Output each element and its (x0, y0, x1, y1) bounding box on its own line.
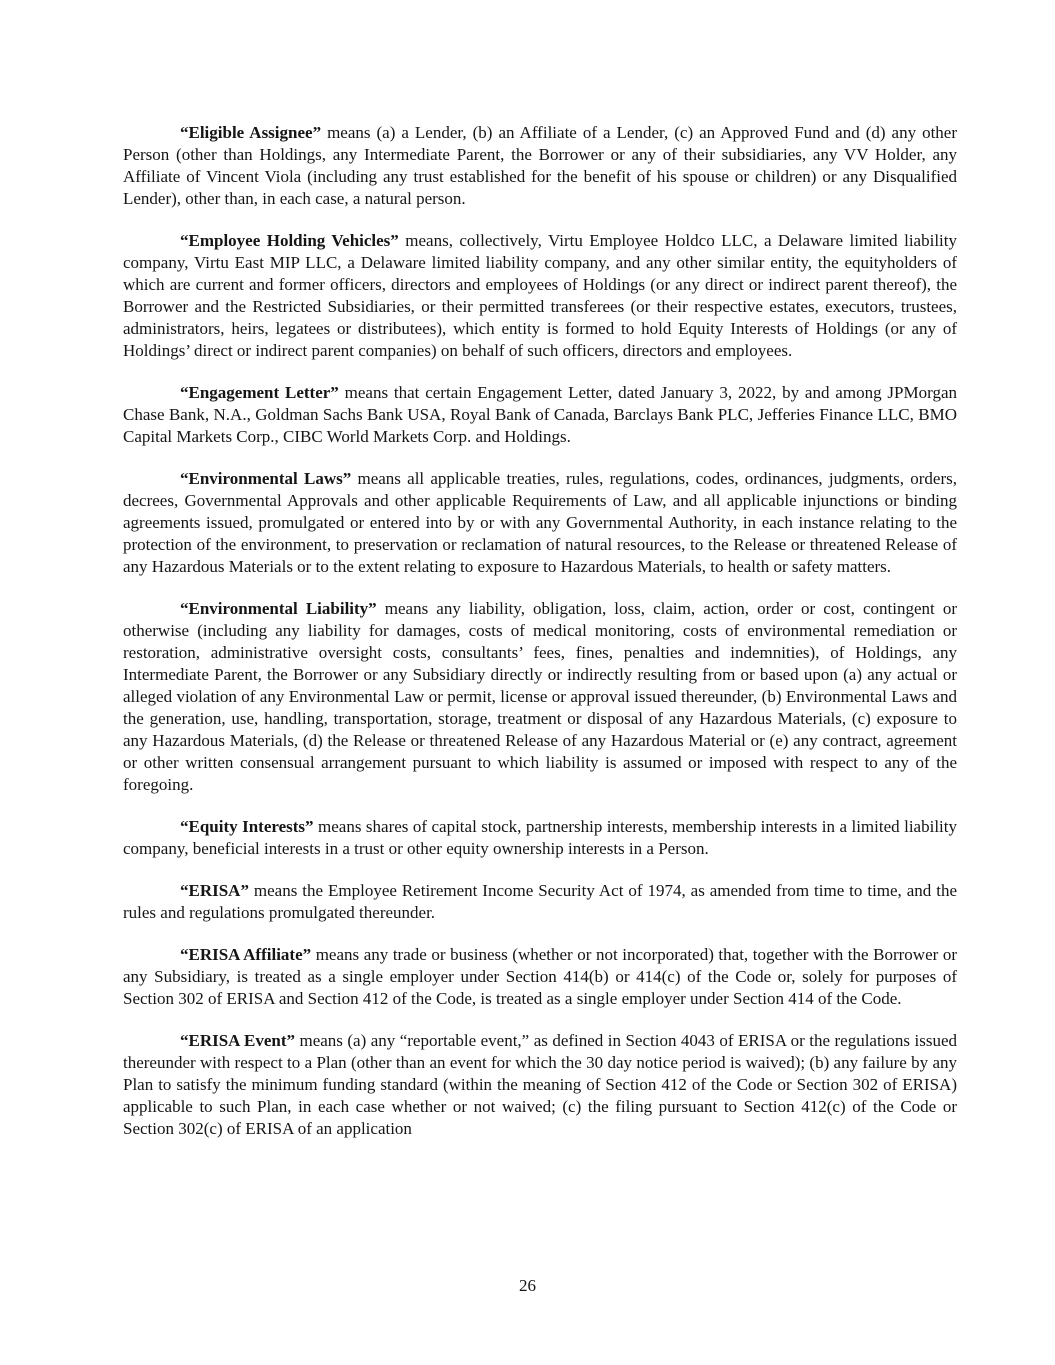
definition-paragraph-environmental-liability (123, 598, 957, 796)
defined-term: “ERISA Affiliate” (180, 945, 312, 964)
definition-paragraph-erisa-affiliate (123, 944, 957, 1010)
defined-term: “ERISA” (180, 881, 249, 900)
defined-term: “Environmental Liability” (180, 599, 377, 618)
defined-term: “Environmental Laws” (180, 469, 352, 488)
page-number: 26 (519, 1276, 536, 1295)
defined-term: “Engagement Letter” (180, 383, 339, 402)
definition-paragraph-employee-holding-vehicles (123, 230, 957, 362)
defined-term: “Equity Interests” (180, 817, 314, 836)
defined-term: “Eligible Assignee” (180, 123, 322, 142)
document-body (123, 122, 957, 1160)
defined-term: “ERISA Event” (180, 1031, 295, 1050)
definition-body: means, collectively, Virtu Employee Holdco LLC, a Delaware limited liability company, Virtu East MIP LLC, a Delaware limited liability company, and any other similar entity, the equityholders of which are current and former officers, directors and employees of Holdings (or any direct or indirect parent thereof), the Borrower and the Restricted Subsidiaries, or their permitted transferees (or their respective estates, executors, trustees, administrators, heirs, legatees or distributees), which entity is formed to hold Equity Interests of Holdings (or any of Holdings’ direct or indirect parent companies) on behalf of such officers, directors and employees. (123, 231, 957, 360)
definition-body: means all applicable treaties, rules, regulations, codes, ordinances, judgments, orders, decrees, Governmental Approvals and other applicable Requirements of Law, and all applicable injunctions or binding agreements issued, promulgated or entered into by or with any Governmental Authority, in each instance relating to the protection of the environment, to preservation or reclamation of natural resources, to the Release or threatened Release of any Hazardous Materials or to the extent relating to exposure to Hazardous Materials, to health or safety matters. (123, 469, 957, 576)
definition-body: means (a) any “reportable event,” as defined in Section 4043 of ERISA or the regulations issued thereunder with respect to a Plan (other than an event for which the 30 day notice period is waived); (b) any failure by any Plan to satisfy the minimum funding standard (within the meaning of Section 412 of the Code or Section 302 of ERISA) applicable to such Plan, in each case whether or not waived; (c) the filing pursuant to Section 412(c) of the Code or Section 302(c) of ERISA of an application (123, 1031, 958, 1138)
definition-paragraph-environmental-laws (123, 468, 957, 578)
definition-body: means any liability, obligation, loss, claim, action, order or cost, contingent or otherwise (including any liability for damages, costs of medical monitoring, costs of environmental remediation or restoration, administrative oversight costs, consultants’ fees, fines, penalties and indemnities), of Holdings, any Intermediate Parent, the Borrower or any Subsidiary directly or indirectly resulting from or based upon (a) any actual or alleged violation of any Environmental Law or permit, license or approval issued thereunder, (b) Environmental Laws and the generation, use, handling, transportation, storage, treatment or disposal of any Hazardous Materials, (c) exposure to any Hazardous Materials, (d) the Release or threatened Release of any Hazardous Material or (e) any contract, agreement or other written consensual arrangement pursuant to which liability is assumed or imposed with respect to any of the foregoing. (123, 599, 957, 794)
definition-body: means the Employee Retirement Income Security Act of 1974, as amended from time to time, and the rules and regulations promulgated thereunder. (123, 881, 957, 922)
defined-term: “Employee Holding Vehicles” (180, 231, 399, 250)
definition-body: means any trade or business (whether or not incorporated) that, together with the Borrower or any Subsidiary, is treated as a single employer under Section 414(b) or 414(c) of the Code or, solely for purposes of Section 302 of ERISA and Section 412 of the Code, is treated as a single employer under Section 414 of the Code. (123, 945, 958, 1008)
definition-paragraph-erisa-event (123, 1030, 957, 1140)
definition-paragraph-equity-interests (123, 816, 957, 860)
definition-paragraph-engagement-letter (123, 382, 957, 448)
definition-body: means (a) a Lender, (b) an Affiliate of a Lender, (c) an Approved Fund and (d) any other Person (other than Holdings, any Intermediate Parent, the Borrower or any of their subsidiaries, any VV Holder, any Affiliate of Vincent Viola (including any trust established for the benefit of his spouse or children) or any Disqualified Lender), other than, in each case, a natural person. (123, 123, 957, 208)
definition-body: means that certain Engagement Letter, dated January 3, 2022, by and among JPMorgan Chase Bank, N.A., Goldman Sachs Bank USA, Royal Bank of Canada, Barclays Bank PLC, Jefferies Finance LLC, BMO Capital Markets Corp., CIBC World Markets Corp. and Holdings. (123, 383, 957, 446)
definition-body: means shares of capital stock, partnership interests, membership interests in a limited liability company, beneficial interests in a trust or other equity ownership interests in a Person. (123, 817, 957, 858)
definition-paragraph-eligible-assignee (123, 122, 957, 210)
definition-paragraph-erisa (123, 880, 957, 924)
